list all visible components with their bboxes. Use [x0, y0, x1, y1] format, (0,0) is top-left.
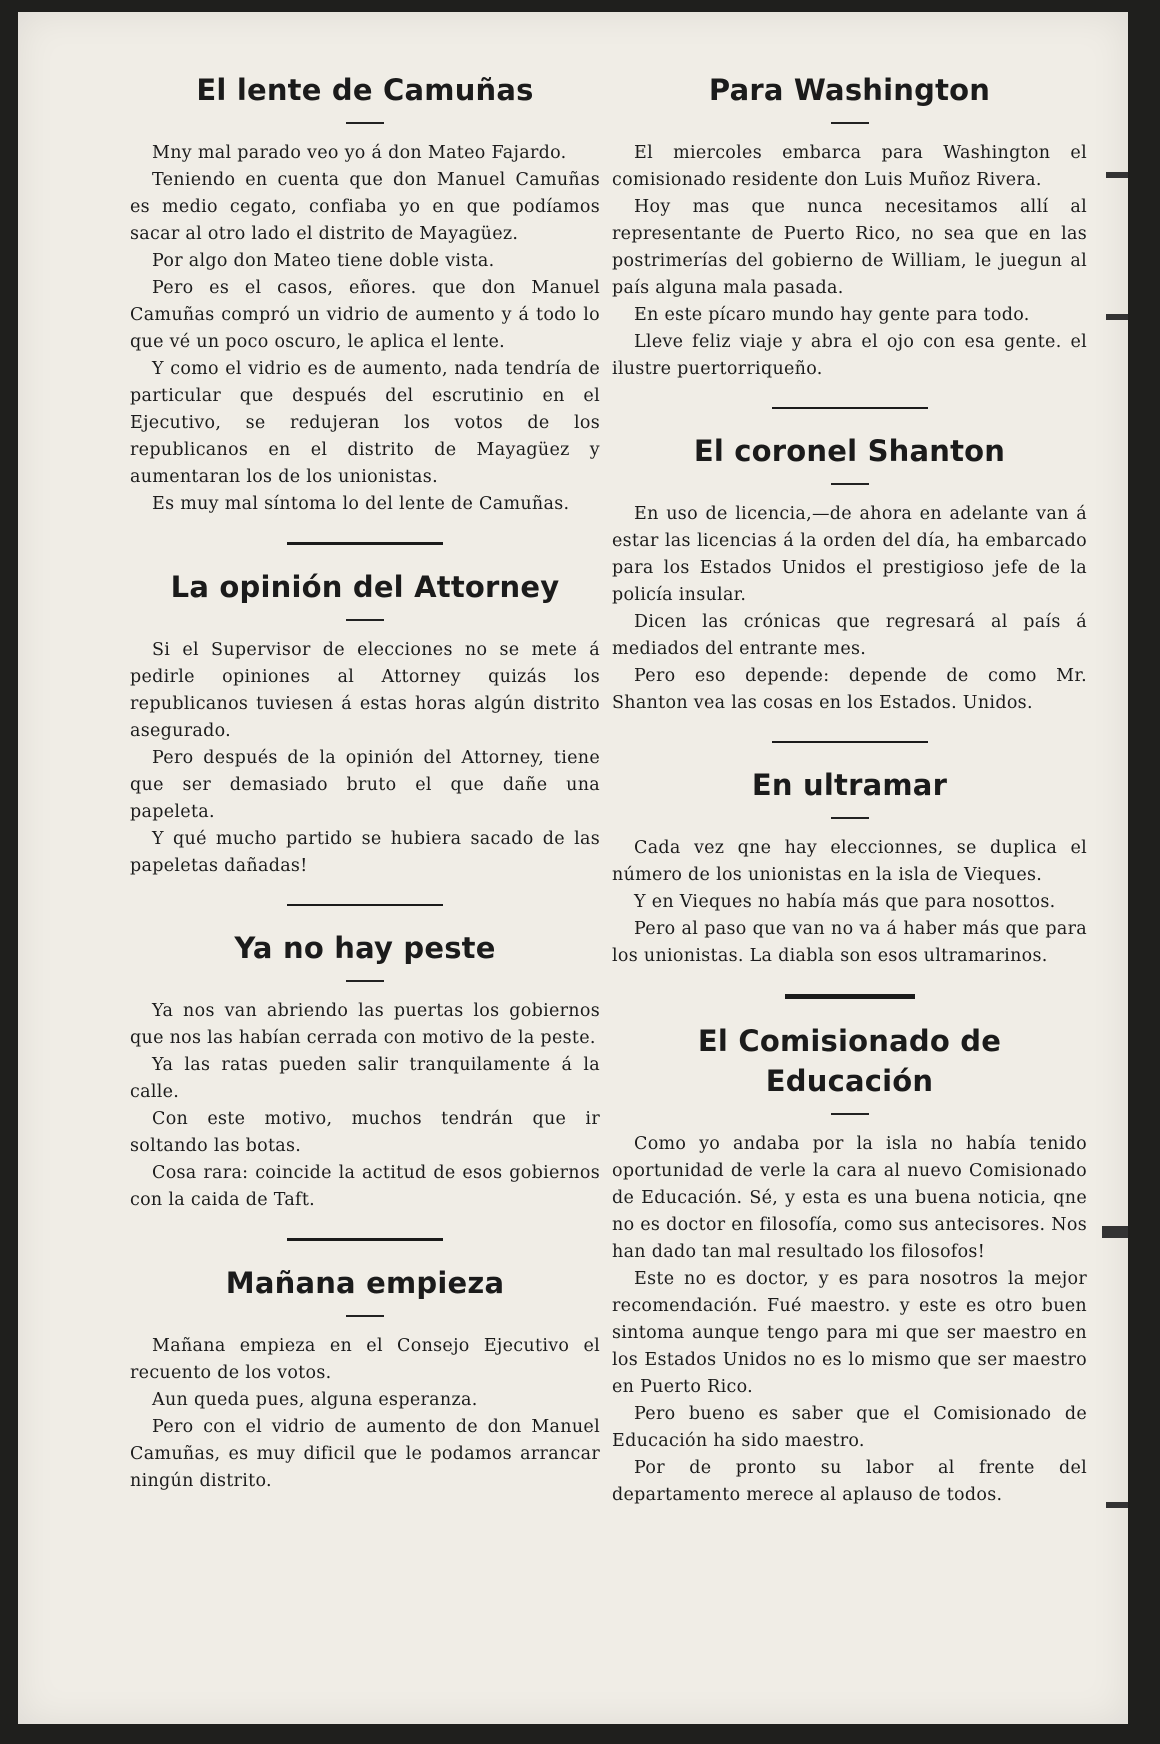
- paragraph: Y en Vieques no había más que para nosottos.: [634, 892, 1056, 912]
- article-no-hay-peste: [130, 928, 600, 1214]
- paragraph: Cosa rara: coincide la actitud de esos gobiernos con la caida de Taft.: [130, 1163, 600, 1210]
- article-title: El coronel Shanton: [693, 434, 1006, 468]
- title-underline: [346, 122, 384, 124]
- paragraph: Y qué mucho partido se hubiera sacado de las papeletas dañadas!: [130, 829, 600, 876]
- article-title: El Comisionado de Educación: [697, 1024, 1002, 1098]
- section-divider: [287, 1238, 443, 1241]
- right-column: [612, 70, 1087, 1509]
- paragraph: Teniendo en cuenta que don Manuel Camuñas es medio cegato, confiaba yo en que podíamos sacar al otro lado el distrito de Mayagüez.: [130, 170, 600, 244]
- article-title: El lente de Camuñas: [196, 73, 534, 107]
- paragraph: Pero eso depende: depende de como Mr. Shanton vea las cosas en los Estados. Unidos.: [612, 666, 1087, 713]
- section-divider: [785, 994, 915, 999]
- section-divider: [287, 904, 443, 906]
- paragraph: Aun queda pues, alguna esperanza.: [152, 1390, 478, 1410]
- section-divider: [772, 741, 928, 743]
- article-opinion-attorney: [130, 567, 600, 880]
- paragraph: Ya nos van abriendo las puertas los gobiernos que nos las habían cerrada con motivo de la peste.: [130, 1001, 600, 1048]
- paragraph: Lleve feliz viaje y abra el ojo con esa gente. el ilustre puertorriqueño.: [612, 332, 1087, 379]
- paragraph: Hoy mas que nunca necesitamos allí al representante de Puerto Rico, no sea que en las postrimerías del gobierno de William, le juegun al país alguna mala pasada.: [612, 197, 1087, 298]
- section-divider: [287, 542, 443, 545]
- paragraph: Pero con el vidrio de aumento de don Manuel Camuñas, es muy dificil que le podamos arrancar ningún distrito.: [130, 1417, 600, 1491]
- article-manana-empieza: [130, 1263, 600, 1495]
- title-underline: [831, 483, 869, 485]
- article-title: Ya no hay peste: [234, 931, 496, 965]
- article-lente-camunas: [130, 70, 600, 518]
- paragraph: En uso de licencia,—de ahora en adelante van á estar las licencias á la orden del día, ha embarcado para los Estados Unidos el prestigioso jefe de la policía insular.: [612, 504, 1087, 605]
- paragraph: Cada vez qne hay eleccionnes, se duplica el número de los unionistas en la isla de Vieques.: [612, 838, 1087, 885]
- paragraph: Dicen las crónicas que regresará al país á mediados del entrante mes.: [612, 612, 1087, 659]
- binding-pin: [1102, 1226, 1128, 1238]
- section-divider: [772, 407, 928, 409]
- binding-pin: [1106, 172, 1128, 178]
- paragraph: Por algo don Mateo tiene doble vista.: [152, 251, 495, 271]
- article-en-ultramar: [612, 765, 1087, 970]
- article-title: Para Washington: [708, 73, 991, 107]
- binding-pin: [1106, 1502, 1128, 1508]
- paragraph: Por de pronto su labor al frente del departamento merece al aplauso de todos.: [612, 1458, 1087, 1505]
- title-underline: [346, 619, 384, 621]
- paragraph: En este pícaro mundo hay gente para todo.: [634, 305, 1030, 325]
- title-underline: [346, 980, 384, 982]
- title-underline: [831, 1113, 869, 1115]
- paragraph: El miercoles embarca para Washington el comisionado residente don Luis Muñoz Rivera.: [612, 143, 1087, 190]
- article-comisionado-educacion: [612, 1021, 1087, 1509]
- left-column: [130, 70, 600, 1495]
- paragraph: Pero es el casos, eñores. que don Manuel Camuñas compró un vidrio de aumento y á todo lo que vé un poco oscuro, le aplica el lente.: [130, 278, 600, 352]
- paragraph: Y como el vidrio es de aumento, nada tendría de particular que después del escrutinio en el Ejecutivo, se redujeran los votos de los republicanos en el distrito de Mayagüez y aumentaran los de los unionistas.: [130, 359, 600, 487]
- article-title: La opinión del Attorney: [170, 570, 560, 604]
- title-underline: [831, 817, 869, 819]
- paragraph: Si el Supervisor de elecciones no se mete á pedirle opiniones al Attorney quizás los republicanos tuviesen á estas horas algún distrito asegurado.: [130, 640, 600, 741]
- title-underline: [346, 1315, 384, 1317]
- binding-pin: [1106, 314, 1128, 320]
- paragraph: Pero al paso que van no va á haber más que para los unionistas. La diabla son esos ultramarinos.: [612, 919, 1087, 966]
- paragraph: Pero bueno es saber que el Comisionado de Educación ha sido maestro.: [612, 1404, 1087, 1451]
- article-title: En ultramar: [751, 768, 948, 802]
- article-title: Mañana empieza: [225, 1266, 505, 1300]
- paragraph: Con este motivo, muchos tendrán que ir soltando las botas.: [130, 1109, 600, 1156]
- paragraph: Ya las ratas pueden salir tranquilamente á la calle.: [130, 1055, 600, 1102]
- paragraph: Es muy mal síntoma lo del lente de Camuñas.: [152, 494, 570, 514]
- paragraph: Pero después de la opinión del Attorney, tiene que ser demasiado bruto el que dañe una papeleta.: [130, 748, 600, 822]
- title-underline: [831, 122, 869, 124]
- newspaper-page: [18, 12, 1128, 1724]
- article-coronel-shanton: [612, 431, 1087, 717]
- paragraph: Como yo andaba por la isla no había tenido oportunidad de verle la cara al nuevo Comisionado de Educación. Sé, y esta es una buena noticia, qne no es doctor en filosofía, como sus antecisores. Nos han dado tan mal resultado los filosofos!: [612, 1134, 1087, 1262]
- paragraph: Este no es doctor, y es para nosotros la mejor recomendación. Fué maestro. y este es otro buen sintoma aunque tengo para mi que ser maestro en los Estados Unidos no es lo mismo que ser maestro en Puerto Rico.: [612, 1269, 1087, 1397]
- paragraph: Mañana empieza en el Consejo Ejecutivo el recuento de los votos.: [130, 1336, 600, 1383]
- paragraph: Mny mal parado veo yo á don Mateo Fajardo.: [152, 143, 567, 163]
- article-para-washington: [612, 70, 1087, 383]
